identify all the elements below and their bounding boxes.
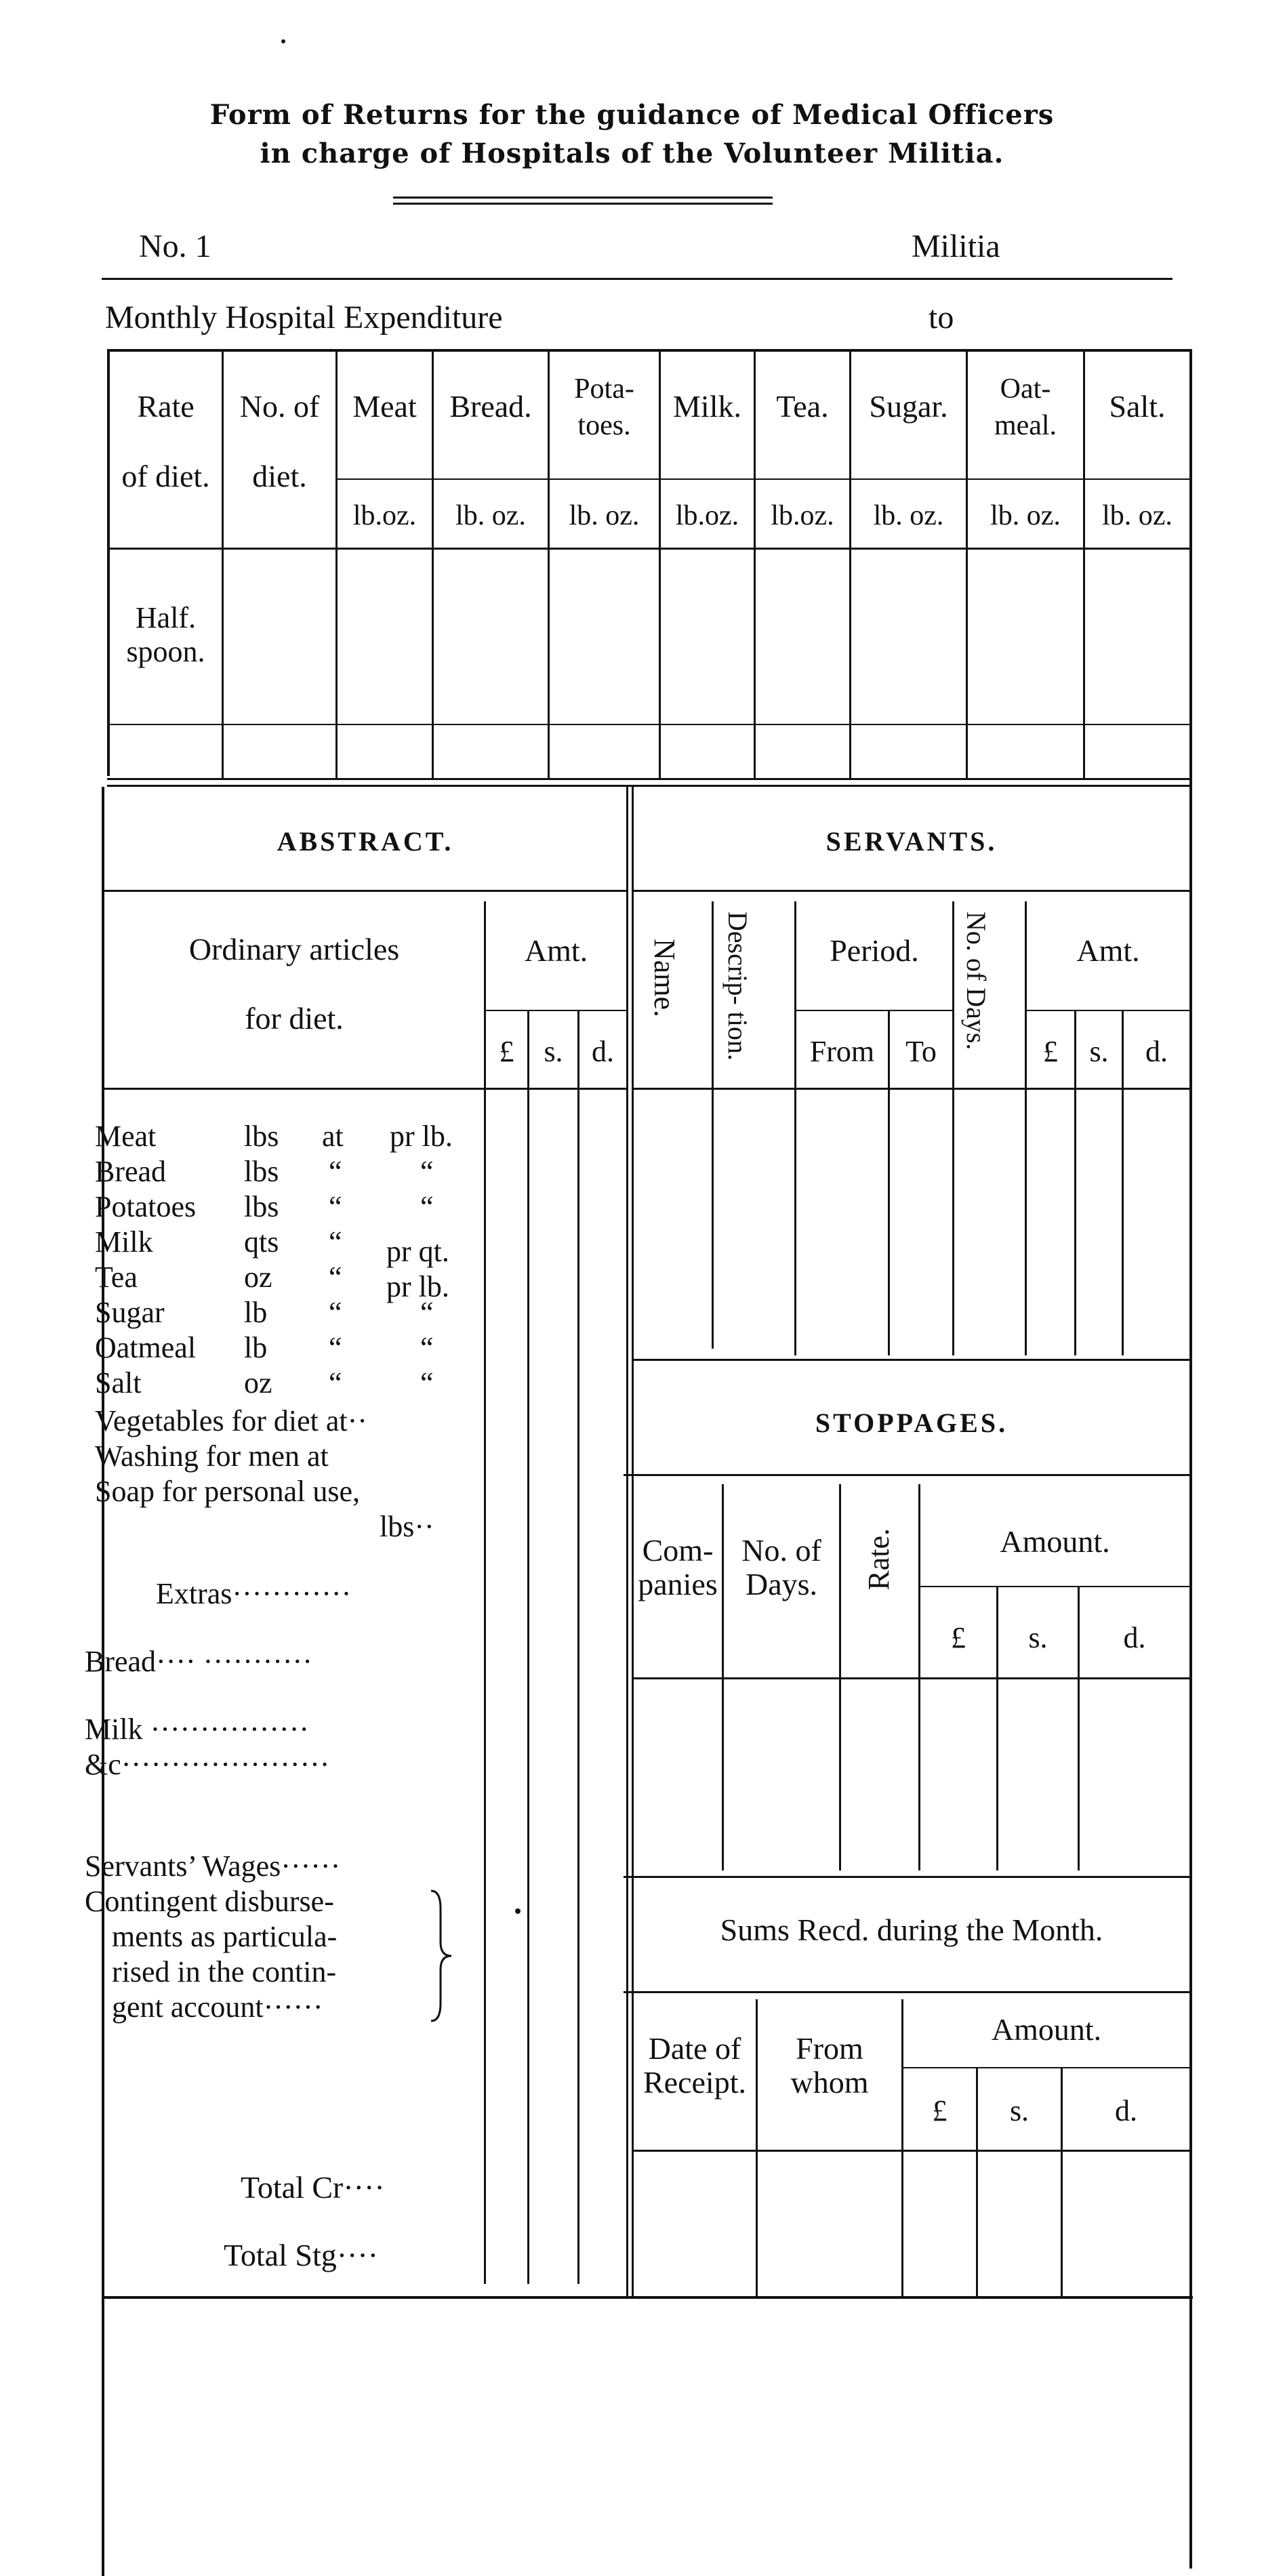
sums-heading: Sums Recd. during the Month. — [720, 1913, 1103, 1947]
sums-pence: d. — [1115, 2094, 1137, 2127]
for-diet-label: for diet. — [245, 1001, 344, 1036]
col-rate: Rate — [137, 389, 195, 424]
article-unit: oz — [244, 1261, 272, 1294]
article-name: Tea — [95, 1261, 138, 1294]
col-bread: Bread. — [449, 389, 532, 424]
article-per: pr lb. — [386, 1270, 449, 1303]
article-unit: lbs — [244, 1155, 279, 1188]
article-unit: lb — [244, 1331, 268, 1364]
to-label: to — [929, 300, 954, 335]
total-cr-line: Total Cr···· — [241, 2170, 385, 2205]
soap-line: Soap for personal use, — [95, 1475, 361, 1508]
col-sugar: Sugar. — [869, 389, 948, 424]
article-per: pr lb. — [390, 1120, 453, 1153]
servants-description: Descrip- tion. — [722, 912, 753, 1061]
unit-milk: lb.oz. — [675, 500, 739, 531]
col-rate-line2: of diet. — [121, 459, 210, 493]
bottom-rule — [102, 2296, 1193, 2299]
sums-from-line2: whom — [790, 2065, 869, 2100]
sums-shillings: s. — [1009, 2094, 1029, 2127]
col-milk: Milk. — [673, 389, 741, 424]
servants-pounds: £ — [1043, 1035, 1058, 1068]
servants-period: Period. — [830, 933, 919, 968]
article-name: Salt — [95, 1366, 142, 1399]
soap-lbs: lbs·· — [380, 1510, 434, 1543]
col-no-of-diet: No. of — [239, 389, 320, 424]
article-per: “ — [420, 1155, 434, 1188]
article-per: “ — [420, 1296, 434, 1329]
stoppages-days-line2: Days. — [745, 1567, 818, 1601]
article-unit: lbs — [244, 1190, 279, 1223]
article-unit: lb — [244, 1296, 268, 1329]
article-name: Bread — [95, 1155, 167, 1188]
servants-pence: d. — [1145, 1035, 1168, 1068]
sums-date: Date of — [648, 2031, 741, 2066]
article-name: Sugar — [95, 1296, 165, 1329]
article-name: Meat — [95, 1120, 157, 1153]
servants-shillings: s. — [1089, 1035, 1109, 1068]
contingent-line-4: gent account······ — [112, 1990, 323, 2024]
row-half-spoon: Half. — [135, 601, 197, 634]
servants-wages-line: Servants’ Wages······ — [85, 1849, 341, 1883]
abstract-pence: d. — [592, 1035, 614, 1068]
unit-sugar: lb. oz. — [873, 500, 944, 531]
contingent-line-3: rised in the contin- — [112, 1955, 337, 1988]
vegetables-line: Vegetables for diet at·· — [95, 1404, 367, 1437]
unit-meat: lb.oz. — [352, 500, 417, 531]
ink-dot — [515, 1908, 521, 1914]
stoppages-amount: Amount. — [1000, 1524, 1110, 1559]
unit-salt: lb. oz. — [1102, 500, 1173, 531]
col-oatmeal-line2: meal. — [994, 410, 1057, 441]
col-meat: Meat — [352, 389, 417, 424]
article-at: “ — [329, 1225, 342, 1259]
stoppages-pence: d. — [1123, 1621, 1146, 1654]
extras-line: Extras············ — [156, 1577, 352, 1610]
etc-extra-line: &c····················· — [85, 1748, 330, 1781]
contingent-brace — [428, 1888, 455, 2024]
section-divider-a — [626, 787, 628, 2298]
bread-extra-line: Bread···· ··········· — [85, 1645, 312, 1678]
article-name: Potatoes — [95, 1190, 197, 1223]
stoppages-companies: Com- — [642, 1533, 714, 1568]
title-rule-bottom — [393, 203, 773, 205]
title-line-2: in charge of Hospitals of the Volunteer Militia. — [260, 138, 1004, 169]
form-number: No. 1 — [139, 228, 211, 264]
article-at: “ — [329, 1366, 342, 1399]
abstract-heading: ABSTRACT. — [277, 826, 454, 857]
contingent-line-1: Contingent disburse- — [85, 1885, 334, 1918]
article-at: at — [322, 1120, 344, 1153]
stoppages-shillings: s. — [1028, 1621, 1048, 1654]
total-stg-line: Total Stg···· — [224, 2238, 379, 2272]
stoppages-companies-line2: panies — [638, 1567, 718, 1601]
milk-extra-line: Milk ················ — [85, 1713, 310, 1746]
sums-date-line2: Receipt. — [643, 2065, 746, 2100]
title-line-1: Form of Returns for the guidance of Medical Officers — [209, 99, 1055, 131]
col-salt: Salt. — [1109, 389, 1166, 424]
servants-amt: Amt. — [1076, 933, 1140, 968]
row-half-spoon-line2: spoon. — [126, 635, 205, 668]
unit-bread: lb. oz. — [455, 500, 526, 531]
stoppages-pounds: £ — [951, 1621, 966, 1654]
article-at: “ — [329, 1190, 342, 1223]
header-rule — [102, 278, 1173, 280]
stoppages-days: No. of — [741, 1533, 821, 1568]
unit-tea: lb.oz. — [771, 500, 834, 531]
col-oatmeal: Oat- — [1000, 373, 1051, 405]
article-per: “ — [420, 1190, 434, 1223]
servants-to: To — [905, 1035, 937, 1068]
servants-name: Name. — [648, 939, 681, 1018]
sums-from: From — [796, 2031, 863, 2066]
article-name: Milk — [95, 1225, 153, 1259]
expenditure-label: Monthly Hospital Expenditure — [105, 300, 503, 335]
col-tea: Tea. — [776, 389, 829, 424]
article-unit: lbs — [244, 1120, 279, 1153]
article-per: pr qt. — [386, 1235, 449, 1268]
col-potatoes-line2: toes. — [577, 410, 631, 441]
article-at: “ — [329, 1296, 342, 1329]
abstract-amt: Amt. — [524, 933, 588, 968]
abstract-shillings: s. — [544, 1035, 563, 1068]
col-no-of-diet-line2: diet. — [252, 459, 307, 493]
servants-days: No. of Days. — [961, 912, 992, 1050]
abstract-pounds: £ — [499, 1035, 514, 1068]
unit-oatmeal: lb. oz. — [990, 500, 1061, 531]
article-per: “ — [420, 1366, 434, 1399]
servants-from: From — [809, 1035, 875, 1068]
ink-dot — [281, 39, 285, 43]
ordinary-articles-label: Ordinary articles — [188, 932, 400, 966]
stoppages-rate: Rate. — [862, 1528, 895, 1591]
title-rule-top — [393, 197, 773, 199]
article-unit: oz — [244, 1366, 272, 1399]
washing-line: Washing for men at — [95, 1439, 329, 1473]
article-at: “ — [329, 1261, 342, 1294]
contingent-line-2: ments as particula- — [112, 1920, 338, 1953]
servants-heading: SERVANTS. — [825, 826, 998, 857]
article-unit: qts — [244, 1225, 279, 1259]
sums-pounds: £ — [932, 2094, 947, 2127]
stoppages-heading: STOPPAGES. — [815, 1408, 1008, 1438]
militia-label: Militia — [912, 228, 1000, 264]
article-name: Oatmeal — [95, 1331, 197, 1364]
article-at: “ — [329, 1331, 342, 1364]
sums-amount: Amount. — [991, 2012, 1102, 2047]
col-potatoes: Pota- — [574, 373, 634, 405]
article-at: “ — [329, 1155, 342, 1188]
unit-potatoes: lb. oz. — [569, 500, 640, 531]
article-per: “ — [420, 1331, 434, 1364]
